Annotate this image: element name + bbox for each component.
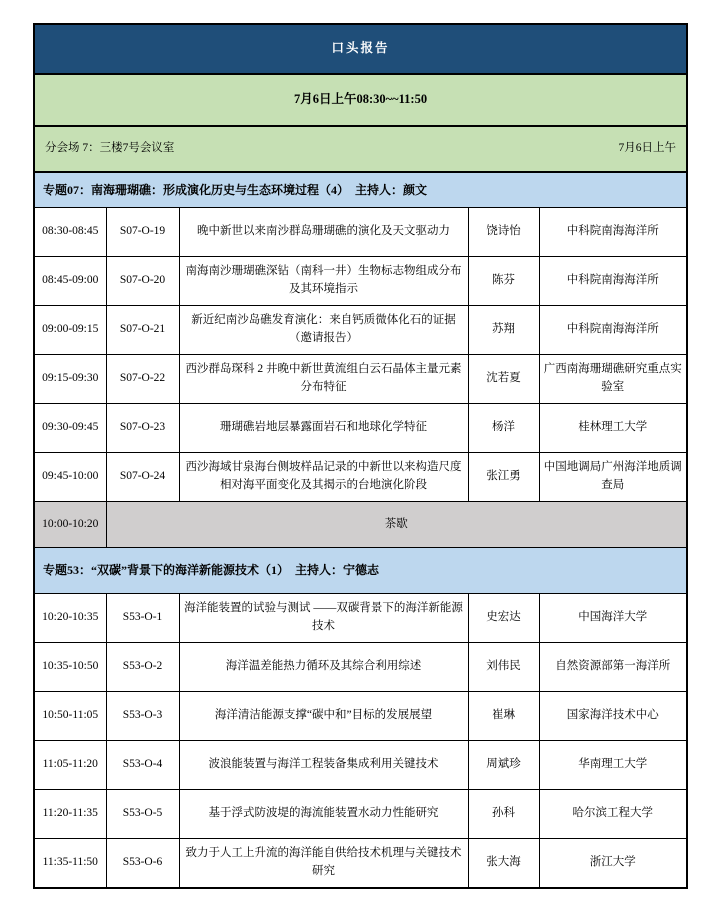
title-cell: 南海南沙珊瑚礁深钻（南科一井）生物标志物组成分布及其环境指示 (179, 257, 468, 306)
affiliation-cell: 中国地调局广州海洋地质调查局 (539, 453, 687, 502)
time-cell: 08:30-08:45 (34, 208, 106, 257)
presenter-cell: 周斌珍 (468, 741, 539, 790)
title-cell: 波浪能装置与海洋工程装备集成利用关键技术 (179, 741, 468, 790)
session-time: 7月6日上午08:30~~11:50 (34, 74, 687, 126)
presenter-cell: 孙科 (468, 790, 539, 839)
code-cell: S53-O-6 (106, 839, 179, 889)
program-table (33, 23, 688, 889)
table-row (34, 453, 687, 502)
time-cell: 09:15-09:30 (34, 355, 106, 404)
code-cell: S53-O-5 (106, 790, 179, 839)
table-row (34, 839, 687, 889)
table-row (34, 692, 687, 741)
presenter-cell: 苏翔 (468, 306, 539, 355)
time-cell: 09:30-09:45 (34, 404, 106, 453)
time-cell: 10:00-10:20 (34, 502, 106, 548)
table-row (34, 257, 687, 306)
time-cell: 09:45-10:00 (34, 453, 106, 502)
affiliation-cell: 浙江大学 (539, 839, 687, 889)
code-cell: S07-O-20 (106, 257, 179, 306)
title-cell: 海洋清洁能源支撑“碳中和”目标的发展展望 (179, 692, 468, 741)
venue-date: 7月6日上午 (618, 142, 677, 155)
affiliation-cell: 华南理工大学 (539, 741, 687, 790)
session-header-label: 专题07：南海珊瑚礁：形成演化历史与生态环境过程（4） 主持人：颜文 (34, 172, 687, 208)
time-cell: 11:35-11:50 (34, 839, 106, 889)
title-cell: 新近纪南沙岛礁发育演化：来自钙质微体化石的证据（邀请报告） (179, 306, 468, 355)
code-cell: S53-O-2 (106, 643, 179, 692)
title-cell: 西沙群岛琛科 2 井晚中新世黄流组白云石晶体主量元素分布特征 (179, 355, 468, 404)
time-cell: 10:35-10:50 (34, 643, 106, 692)
table-row (34, 306, 687, 355)
table-row (34, 404, 687, 453)
table-row (34, 594, 687, 643)
table-row (34, 741, 687, 790)
time-cell: 10:50-11:05 (34, 692, 106, 741)
session-time-row (34, 74, 687, 126)
presenter-cell: 张大海 (468, 839, 539, 889)
code-cell: S07-O-24 (106, 453, 179, 502)
time-cell: 11:20-11:35 (34, 790, 106, 839)
conference-program-page (33, 23, 686, 889)
page-title: 口头报告 (34, 24, 687, 74)
affiliation-cell: 国家海洋技术中心 (539, 692, 687, 741)
presenter-cell: 杨洋 (468, 404, 539, 453)
affiliation-cell: 中科院南海海洋所 (539, 257, 687, 306)
session-header-label: 专题53：“双碳”背景下的海洋新能源技术（1） 主持人：宁德志 (34, 548, 687, 594)
affiliation-cell: 自然资源部第一海洋所 (539, 643, 687, 692)
presenter-cell: 张江勇 (468, 453, 539, 502)
affiliation-cell: 桂林理工大学 (539, 404, 687, 453)
title-cell: 海洋能装置的试验与测试 ——双碳背景下的海洋新能源技术 (179, 594, 468, 643)
code-cell: S07-O-21 (106, 306, 179, 355)
time-cell: 11:05-11:20 (34, 741, 106, 790)
time-cell: 08:45-09:00 (34, 257, 106, 306)
venue-label: 分会场 7：三楼7号会议室 (45, 142, 175, 155)
title-cell: 基于浮式防波堤的海流能装置水动力性能研究 (179, 790, 468, 839)
code-cell: S53-O-1 (106, 594, 179, 643)
tea-break-row (34, 502, 687, 548)
title-cell: 晚中新世以来南沙群岛珊瑚礁的演化及天文驱动力 (179, 208, 468, 257)
presenter-cell: 史宏达 (468, 594, 539, 643)
presenter-cell: 陈芬 (468, 257, 539, 306)
code-cell: S53-O-3 (106, 692, 179, 741)
presenter-cell: 刘伟民 (468, 643, 539, 692)
title-cell: 珊瑚礁岩地层暴露面岩石和地球化学特征 (179, 404, 468, 453)
code-cell: S07-O-23 (106, 404, 179, 453)
presenter-cell: 崔琳 (468, 692, 539, 741)
presenter-cell: 沈若夏 (468, 355, 539, 404)
session-header-s07 (34, 172, 687, 208)
session-header-s53 (34, 548, 687, 594)
affiliation-cell: 哈尔滨工程大学 (539, 790, 687, 839)
table-row (34, 643, 687, 692)
table-row (34, 790, 687, 839)
code-cell: S07-O-22 (106, 355, 179, 404)
title-cell: 海洋温差能热力循环及其综合利用综述 (179, 643, 468, 692)
presenter-cell: 饶诗怡 (468, 208, 539, 257)
code-cell: S53-O-4 (106, 741, 179, 790)
affiliation-cell: 广西南海珊瑚礁研究重点实验室 (539, 355, 687, 404)
report-type-row (34, 24, 687, 74)
title-cell: 西沙海域甘泉海台侧坡样品记录的中新世以来构造尺度相对海平面变化及其揭示的台地演化阶段 (179, 453, 468, 502)
affiliation-cell: 中科院南海海洋所 (539, 208, 687, 257)
code-cell: S07-O-19 (106, 208, 179, 257)
table-row (34, 355, 687, 404)
affiliation-cell: 中国海洋大学 (539, 594, 687, 643)
time-cell: 09:00-09:15 (34, 306, 106, 355)
affiliation-cell: 中科院南海海洋所 (539, 306, 687, 355)
venue-row (34, 126, 687, 172)
tea-break-label: 茶歇 (106, 502, 687, 548)
time-cell: 10:20-10:35 (34, 594, 106, 643)
title-cell: 致力于人工上升流的海洋能自供给技术机理与关键技术研究 (179, 839, 468, 889)
table-row (34, 208, 687, 257)
